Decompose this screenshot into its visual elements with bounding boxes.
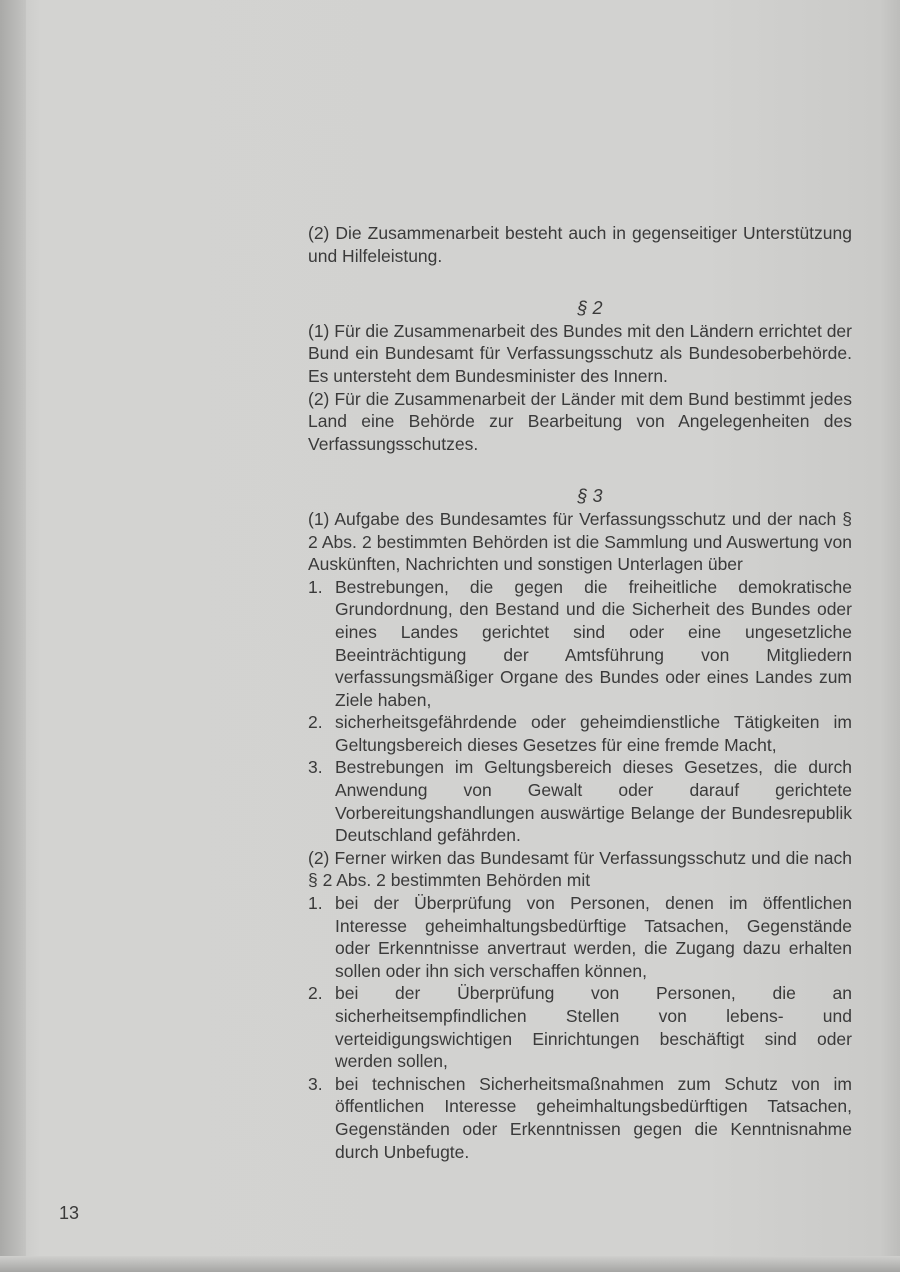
- list-text: sicherheitsgefährdende oder geheimdienstliche Tätigkeiten im Geltungsbereich dieses Gesetzes für eine fremde Macht,: [335, 712, 852, 755]
- section-2-heading: § 2: [577, 298, 603, 319]
- section-2-paragraph-1: (1) Für die Zusammenarbeit des Bundes mit den Ländern errichtet der Bund ein Bundesamt für Verfassungsschutz als Bundesoberbehörde. Es untersteht dem Bundesminister des Innern.: [308, 320, 852, 386]
- section-2-paragraph-2: (2) Für die Zusammenarbeit der Länder mit dem Bund bestimmt jedes Land eine Behörde zur Bearbeitung von Angelegenheiten des Verfassungsschutzes.: [308, 388, 852, 454]
- list-text: bei technischen Sicherheitsmaßnahmen zum Schutz von im öffentlichen Interesse geheimhaltungsbedürftigen Tatsachen, Gegenständen oder Erkenntnissen gegen die Kenntnisnahme durch Unbefugte.: [335, 1073, 852, 1162]
- list-number: 2.: [308, 983, 323, 1004]
- list-item: [308, 756, 852, 846]
- intro-paragraph: (2) Die Zusammenarbeit besteht auch in gegenseitiger Unterstützung und Hilfeleistung.: [308, 223, 852, 266]
- list-number: 3.: [308, 757, 323, 778]
- list-item: [308, 576, 852, 712]
- list-text: Bestrebungen im Geltungsbereich dieses Gesetzes, die durch Anwendung von Gewalt oder darauf gerichtete Vorbereitungshandlungen auswärtige Belange der Bundesrepublik Deutschland gefährden.: [335, 757, 852, 846]
- section-3-paragraph-2: (2) Ferner wirken das Bundesamt für Verfassungsschutz und die nach § 2 Abs. 2 bestimmten Behörden mit: [308, 847, 852, 891]
- section-3-list-2: [308, 892, 852, 1163]
- page-number: 13: [59, 1203, 80, 1223]
- list-number: 3.: [308, 1073, 323, 1094]
- list-number: 1.: [308, 893, 323, 914]
- section-3-list-1: [308, 576, 852, 847]
- list-number: 1.: [308, 576, 323, 597]
- section-3-paragraph-1: (1) Aufgabe des Bundesamtes für Verfassungsschutz und der nach § 2 Abs. 2 bestimmten Behörden ist die Sammlung und Auswertung von Auskünften, Nachrichten und sonstigen Unterlagen über: [308, 508, 852, 575]
- law-text: [308, 222, 852, 1163]
- list-item: [308, 711, 852, 756]
- list-text: bei der Überprüfung von Personen, denen im öffentlichen Interesse geheimhaltungsbedürftige Tatsachen, Gegenstände oder Erkenntnisse anvertraut werden, die Zugang dazu erhalten sollen oder ihn sich verschaffen können,: [335, 893, 852, 981]
- list-text: Bestrebungen, die gegen die freiheitliche demokratische Grundordnung, den Bestand und die Sicherheit des Bundes oder eines Landes gerichtet sind oder eine ungesetzliche Beeinträchtigung der Amtsführung von Mitgliedern verfassungsmäßiger Organe des Bundes oder eines Landes zum Ziele haben,: [335, 576, 852, 710]
- page-bottom-edge: [0, 1256, 900, 1272]
- list-item: [308, 892, 852, 982]
- list-item: [308, 1073, 852, 1163]
- book-gutter: [0, 0, 26, 1272]
- section-3-heading: § 3: [577, 486, 603, 507]
- list-item: [308, 982, 852, 1072]
- list-number: 2.: [308, 712, 323, 733]
- list-text: bei der Überprüfung von Personen, die an sicherheitsempfindlichen Stellen von lebens- und verteidigungswichtigen Einrichtungen beschäftigt sind oder werden sollen,: [335, 983, 852, 1072]
